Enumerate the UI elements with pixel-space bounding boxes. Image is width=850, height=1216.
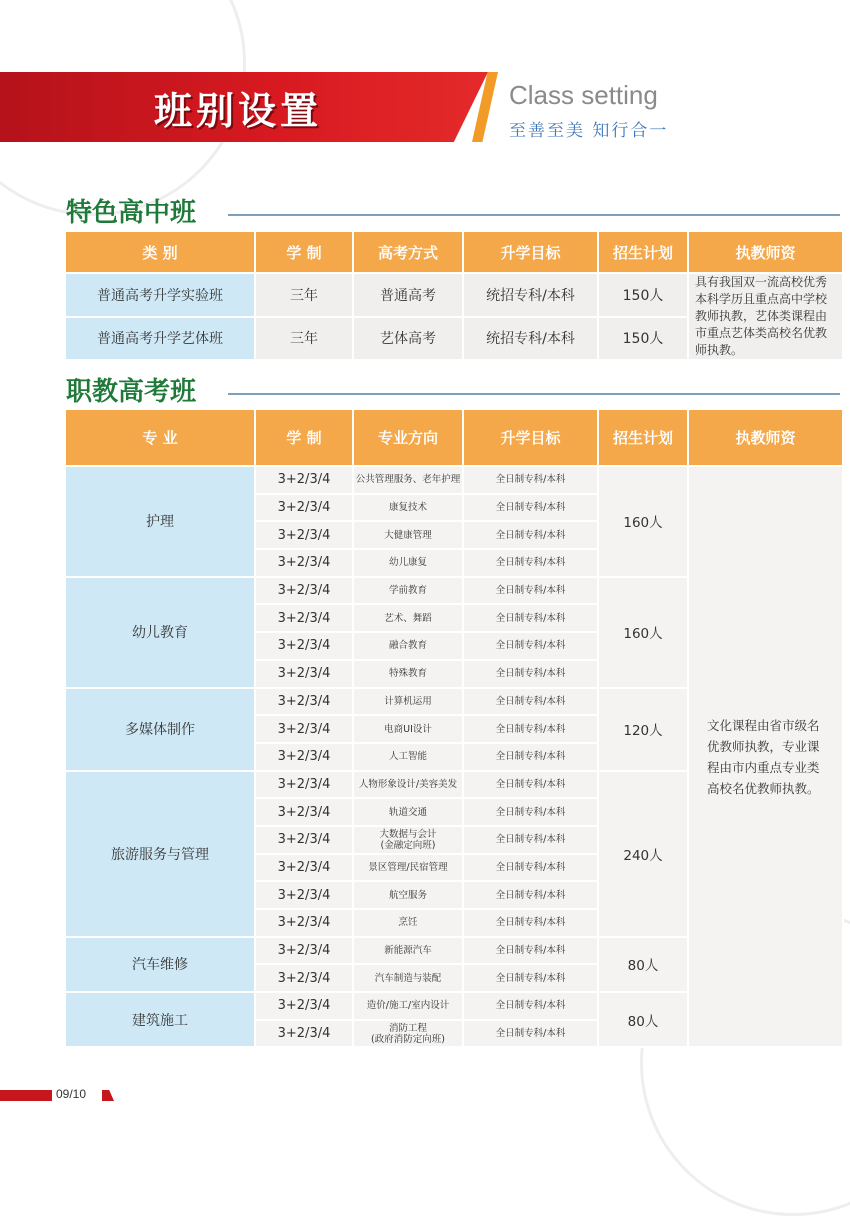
direction-cell bbox=[353, 494, 463, 522]
major-cell: 护理 bbox=[65, 466, 255, 577]
section-heading-vocational: 职教高考班 bbox=[66, 377, 197, 407]
direction-cell bbox=[353, 771, 463, 799]
target-cell: 全日制专科/本科 bbox=[463, 826, 598, 854]
section-divider bbox=[228, 393, 840, 395]
target-cell: 全日制专科/本科 bbox=[463, 937, 598, 965]
col-header: 执教师资 bbox=[688, 409, 843, 466]
direction-text: 轨道交通 bbox=[388, 806, 427, 818]
plan-cell: 160人 bbox=[598, 577, 688, 688]
col-header: 执教师资 bbox=[688, 231, 843, 273]
duration-cell: 3+2/3/4 bbox=[255, 521, 353, 549]
col-header: 招生计划 bbox=[598, 409, 688, 466]
direction-note: (政府消防定向班) bbox=[371, 1033, 445, 1045]
target-cell: 全日制专科/本科 bbox=[463, 771, 598, 799]
direction-cell bbox=[353, 549, 463, 577]
target-cell: 全日制专科/本科 bbox=[463, 549, 598, 577]
plan-cell: 160人 bbox=[598, 466, 688, 577]
plan-cell: 80人 bbox=[598, 937, 688, 992]
duration-cell: 3+2/3/4 bbox=[255, 715, 353, 743]
direction-text: 烹饪 bbox=[398, 917, 418, 929]
duration-cell: 3+2/3/4 bbox=[255, 549, 353, 577]
duration-cell: 3+2/3/4 bbox=[255, 604, 353, 632]
target-cell: 全日制专科/本科 bbox=[463, 964, 598, 992]
plan-cell: 120人 bbox=[598, 688, 688, 771]
direction-cell bbox=[353, 466, 463, 494]
duration-cell: 3+2/3/4 bbox=[255, 632, 353, 660]
direction-text: 艺术、舞蹈 bbox=[384, 612, 432, 624]
page-number: 09/10 bbox=[56, 1087, 87, 1101]
col-header: 学 制 bbox=[255, 231, 353, 273]
teacher-cell: 文化课程由省市级名优教师执教，专业课程由市内重点专业类高校名优教师执教。 bbox=[688, 466, 843, 1047]
target-cell: 全日制专科/本科 bbox=[463, 1020, 598, 1048]
target-cell: 全日制专科/本科 bbox=[463, 743, 598, 771]
major-cell: 多媒体制作 bbox=[65, 688, 255, 771]
direction-cell bbox=[353, 632, 463, 660]
duration-cell: 3+2/3/4 bbox=[255, 881, 353, 909]
motto: 至善至美 知行合一 bbox=[509, 121, 669, 141]
direction-cell bbox=[353, 937, 463, 965]
direction-text: 学前教育 bbox=[388, 585, 427, 597]
exam-cell: 普通高考 bbox=[353, 273, 463, 317]
target-cell: 全日制专科/本科 bbox=[463, 660, 598, 688]
major-cell: 旅游服务与管理 bbox=[65, 771, 255, 937]
section-heading-featured: 特色高中班 bbox=[66, 198, 197, 228]
duration-cell: 3+2/3/4 bbox=[255, 743, 353, 771]
target-cell: 全日制专科/本科 bbox=[463, 798, 598, 826]
target-cell: 全日制专科/本科 bbox=[463, 881, 598, 909]
duration-cell: 3+2/3/4 bbox=[255, 937, 353, 965]
category-cell: 普通高考升学实验班 bbox=[65, 273, 255, 317]
vocational-class-table bbox=[64, 408, 844, 1048]
direction-text: 公共管理服务、老年护理 bbox=[355, 474, 461, 486]
english-title: Class setting bbox=[509, 80, 658, 110]
plan-cell: 240人 bbox=[598, 771, 688, 937]
target-cell: 全日制专科/本科 bbox=[463, 604, 598, 632]
page-title: 班别设置 bbox=[154, 89, 323, 133]
target-cell: 全日制专科/本科 bbox=[463, 854, 598, 882]
table-row bbox=[65, 466, 843, 494]
duration-cell: 3+2/3/4 bbox=[255, 660, 353, 688]
direction-cell bbox=[353, 992, 463, 1020]
direction-text: 融合教育 bbox=[388, 640, 427, 652]
direction-cell bbox=[353, 577, 463, 605]
target-cell: 全日制专科/本科 bbox=[463, 909, 598, 937]
direction-text: 计算机运用 bbox=[384, 695, 432, 707]
direction-note: (金融定向班) bbox=[380, 839, 436, 851]
target-cell: 全日制专科/本科 bbox=[463, 521, 598, 549]
target-cell: 全日制专科/本科 bbox=[463, 494, 598, 522]
duration-cell: 3+2/3/4 bbox=[255, 466, 353, 494]
duration-cell: 3+2/3/4 bbox=[255, 688, 353, 716]
direction-cell bbox=[353, 604, 463, 632]
section-divider bbox=[228, 214, 840, 216]
col-header: 升学目标 bbox=[463, 409, 598, 466]
featured-class-table bbox=[64, 230, 844, 361]
direction-cell bbox=[353, 909, 463, 937]
duration-cell: 3+2/3/4 bbox=[255, 992, 353, 1020]
target-cell: 全日制专科/本科 bbox=[463, 577, 598, 605]
direction-cell bbox=[353, 826, 463, 854]
direction-text: 康复技术 bbox=[388, 502, 427, 514]
direction-text: 汽车制造与装配 bbox=[374, 972, 442, 984]
plan-cell: 150人 bbox=[598, 273, 688, 317]
col-header: 高考方式 bbox=[353, 231, 463, 273]
direction-text: 消防工程 bbox=[388, 1022, 427, 1034]
direction-cell bbox=[353, 1020, 463, 1048]
direction-cell bbox=[353, 688, 463, 716]
col-header: 类 别 bbox=[65, 231, 255, 273]
duration-cell: 3+2/3/4 bbox=[255, 494, 353, 522]
direction-cell bbox=[353, 964, 463, 992]
exam-cell: 艺体高考 bbox=[353, 317, 463, 361]
category-cell: 普通高考升学艺体班 bbox=[65, 317, 255, 361]
direction-text: 航空服务 bbox=[388, 889, 427, 901]
col-header: 学 制 bbox=[255, 409, 353, 466]
col-header: 升学目标 bbox=[463, 231, 598, 273]
direction-text: 电商UI设计 bbox=[384, 723, 432, 735]
target-cell: 全日制专科/本科 bbox=[463, 688, 598, 716]
direction-text: 幼儿康复 bbox=[388, 557, 427, 569]
target-cell: 全日制专科/本科 bbox=[463, 992, 598, 1020]
major-cell: 幼儿教育 bbox=[65, 577, 255, 688]
direction-text: 大健康管理 bbox=[384, 529, 432, 541]
direction-cell bbox=[353, 798, 463, 826]
direction-cell bbox=[353, 521, 463, 549]
direction-text: 造价/施工/室内设计 bbox=[366, 1000, 450, 1012]
direction-cell bbox=[353, 854, 463, 882]
direction-text: 人物形象设计/美容美发 bbox=[358, 778, 458, 790]
plan-cell: 150人 bbox=[598, 317, 688, 361]
duration-cell: 三年 bbox=[255, 273, 353, 317]
direction-cell bbox=[353, 881, 463, 909]
direction-cell bbox=[353, 743, 463, 771]
plan-cell: 80人 bbox=[598, 992, 688, 1047]
teacher-cell: 具有我国双一流高校优秀本科学历且重点高中学校教师执教，艺体类课程由市重点艺体类高校名优教师执教。 bbox=[688, 273, 843, 360]
duration-cell: 3+2/3/4 bbox=[255, 854, 353, 882]
major-cell: 汽车维修 bbox=[65, 937, 255, 992]
duration-cell: 3+2/3/4 bbox=[255, 577, 353, 605]
duration-cell: 3+2/3/4 bbox=[255, 1020, 353, 1048]
col-header: 招生计划 bbox=[598, 231, 688, 273]
duration-cell: 3+2/3/4 bbox=[255, 771, 353, 799]
direction-text: 景区管理/民宿管理 bbox=[368, 861, 448, 873]
direction-text: 新能源汽车 bbox=[384, 945, 432, 957]
target-cell: 全日制专科/本科 bbox=[463, 466, 598, 494]
col-header: 专 业 bbox=[65, 409, 255, 466]
direction-text: 特殊教育 bbox=[388, 668, 427, 680]
target-cell: 统招专科/本科 bbox=[463, 317, 598, 361]
col-header: 专业方向 bbox=[353, 409, 463, 466]
duration-cell: 3+2/3/4 bbox=[255, 964, 353, 992]
direction-cell bbox=[353, 660, 463, 688]
direction-text: 大数据与会计 bbox=[379, 828, 437, 840]
target-cell: 全日制专科/本科 bbox=[463, 632, 598, 660]
direction-text: 人工智能 bbox=[388, 751, 427, 763]
target-cell: 统招专科/本科 bbox=[463, 273, 598, 317]
direction-cell bbox=[353, 715, 463, 743]
major-cell: 建筑施工 bbox=[65, 992, 255, 1047]
duration-cell: 3+2/3/4 bbox=[255, 798, 353, 826]
footer-tab bbox=[102, 1090, 114, 1101]
target-cell: 全日制专科/本科 bbox=[463, 715, 598, 743]
duration-cell: 三年 bbox=[255, 317, 353, 361]
duration-cell: 3+2/3/4 bbox=[255, 826, 353, 854]
duration-cell: 3+2/3/4 bbox=[255, 909, 353, 937]
footer-bar bbox=[0, 1090, 52, 1101]
